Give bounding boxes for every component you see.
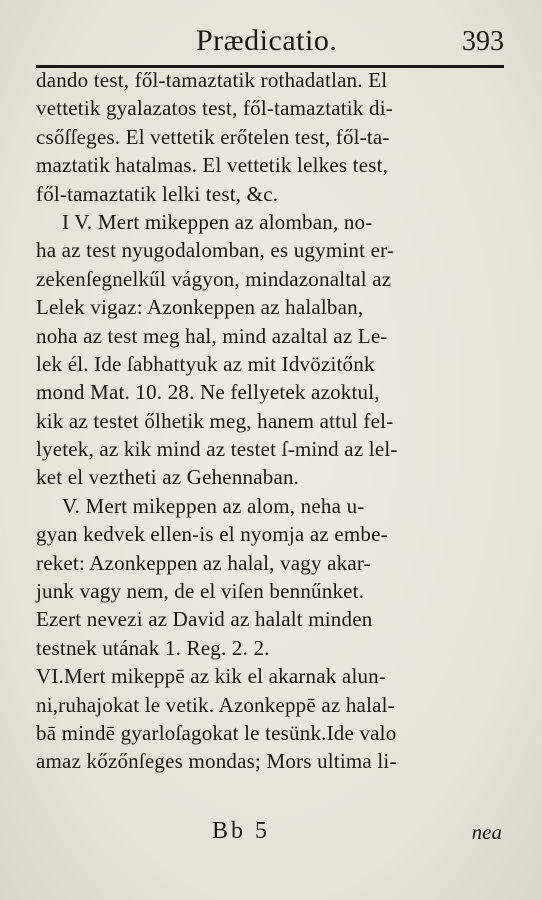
text-line: lyetek, az kik mind az testet ſ-mind az lel- (36, 437, 398, 462)
page-footer (36, 818, 512, 852)
text-line: mond Mat. 10. 28. Ne fellyetek azoktul, (36, 380, 380, 405)
text-line: ni,ruhajokat le vetik. Azonkeppē az halal- (36, 692, 395, 717)
text-line: dando test, fől-tamaztatik rothadatlan. El (36, 68, 388, 92)
text-line: fől-tamaztatik lelki test, &c. (36, 181, 279, 206)
text-line: gyan kedvek ellen-is el nyomja az embe- (36, 522, 388, 547)
text-line: lek él. Ide ſabhattyuk az mit Idvözitőnk (36, 351, 375, 376)
text-line: vettetik gyalazatos test, fől-tamaztatik di- (36, 96, 393, 121)
text-line: csőſſeges. El vettetik erőtelen test, fől-ta- (36, 124, 390, 149)
text-line: Ezert nevezi az David az halalt minden (36, 607, 373, 632)
page-body (36, 66, 512, 776)
text-line: maztatik hatalmas. El vettetik lelkes test, (36, 153, 389, 178)
text-line: testnek utának 1. Reg. 2. 2. (36, 635, 270, 660)
text-line: noha az test meg hal, mind azaltal az Le- (36, 323, 388, 348)
running-title: Prædicatio. (196, 24, 338, 57)
text-line: reket: Azonkeppen az halal, vagy akar- (36, 550, 371, 575)
text-line: VI.Mert mikeppē az kik el akarnak alun- (36, 664, 387, 689)
text-line: bā mindē gyarloſagokat le tesünk.Ide valo (36, 720, 397, 745)
text-line: ket el veztheti az Gehennaban. (36, 465, 300, 490)
signature-mark: Bb 5 (212, 818, 271, 844)
catchword: nea (471, 820, 502, 844)
text-line: zekenſegnelkűl vágyon, mindazonaltal az (36, 266, 392, 291)
text-line: junk vagy nem, de el viſen bennűnket. (36, 579, 365, 604)
text-line: V. Mert mikeppen az alom, neha u- (62, 493, 365, 518)
text-line: Lelek vigaz: Azonkeppen az halalban, (36, 295, 364, 320)
text-line: ha az test nyugodalomban, es ugymint er- (36, 238, 395, 263)
text-line: kik az testet őlhetik meg, hanem attul fel- (36, 408, 394, 433)
page-number: 393 (462, 26, 504, 57)
page-header (36, 22, 512, 62)
text-line: amaz kőzőnſeges mondas; Mors ultima li- (36, 749, 397, 774)
text-line: I V. Mert mikeppen az alomban, no- (62, 209, 373, 234)
